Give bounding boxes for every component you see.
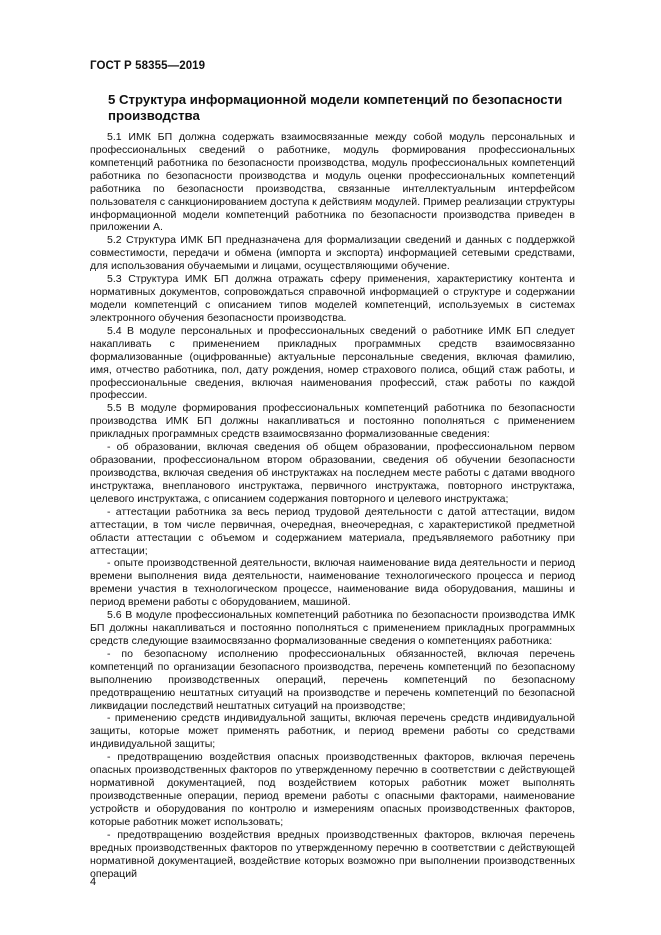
list-item-duties: - по безопасному исполнению профессиональных обязанностей, включая перечень компетенций по организации безопасного производства, перечень компетенций по безопасному выполнению производственных операций, перечень компетенций по безопасному предотвращению нештатных ситуаций на производстве и перечень компетенций по безопасной ликвидации последствий нештатных ситуаций на производстве;	[90, 647, 575, 712]
page-number: 4	[90, 876, 97, 888]
section-title: 5 Структура информационной модели компетенций по безопасности производства	[108, 92, 563, 123]
paragraph-5-5: 5.5 В модуле формирования профессиональных компетенций работника по безопасности производства ИМК БП должны накапливаться и постоянно пополняться с применением прикладных программных средств взаимосвязанно формализованные сведения:	[90, 402, 575, 441]
paragraph-5-3: 5.3 Структура ИМК БП должна отражать сферу применения, характеристику контента и нормативных документов, сопровождаться справочной информацией о структуре и содержании модели компетенций с описанием типов моделей компетенций, используемых в системах электронного обучения безопасности производства.	[90, 273, 575, 324]
list-item-attestation: - аттестации работника за весь период трудовой деятельности с датой аттестации, видом аттестации, в том числе первичная, очередная, внеочередная, с характеристикой предметной области аттестации с объемом и содержанием материала, предъявляемого работнику при аттестации;	[90, 505, 575, 557]
list-item-education: - об образовании, включая сведения об общем образовании, профессиональном первом образовании, профессиональном втором образовании, сведения об обучении безопасности производства, включая сведения об инструктажах на последнем месте работы с датами вводного инструктажа, внепланового инструктажа, первичного инструктажа, повторного инструктажа, целевого инструктажа, с описанием содержания повторного и целевого инструктажа;	[90, 441, 575, 505]
list-item-harmful-factors: - предотвращению воздействия вредных производственных факторов, включая перечень вредных производственных факторов по утвержденному перечню в соответствии с действующей нормативной документацией, воздействие которых возможно при выполнении производственных операций	[90, 828, 575, 880]
list-item-dangerous-factors: - предотвращению воздействия опасных производственных факторов, включая перечень опасных производственных факторов по утвержденному перечню в соответствии с действующей нормативной документацией, под воздействием которых работник может выполнять производственные операции, период времени работы с опасными факторами, наименование устройств и оборудования по контролю и измерениям опасных производственных факторов, которые работник может использовать;	[90, 751, 575, 828]
paragraph-5-1: 5.1 ИМК БП должна содержать взаимосвязанные между собой модуль персональных и профессиональных сведений о работнике, модуль формирования профессиональных компетенций работника по безопасности производства, модуль профессиональных компетенций работника по безопасности производства и модуль оценки профессиональных компетенций работника по безопасности производства, связанные интеллектуальным интерфейсом пользователя с санкционированием доступа к действиям модулей. Пример реализации структуры информационной модели компетенций работника по безопасности производства приведен в приложении А.	[90, 131, 575, 234]
standard-id-header: ГОСТ Р 58355—2019	[90, 60, 206, 72]
list-item-experience: - опыте производственной деятельности, включая наименование вида деятельности и период времени выполнения вида деятельности, наименование технологического процесса и период времени участия в технологическом процессе, наименование вида оборудования, машины и период времени работы с оборудованием, машиной.	[90, 557, 575, 609]
list-item-ppe: - применению средств индивидуальной защиты, включая перечень средств индивидуальной защиты, которые может применять работник, и период времени работы со средствами индивидуальной защиты;	[90, 712, 575, 751]
paragraph-5-2: 5.2 Структура ИМК БП предназначена для формализации сведений и данных с поддержкой совместимости, передачи и обмена (импорта и экспорта) информацией сетевыми средствами, для использования обучаемыми и лицами, осуществляющими обучение.	[90, 234, 575, 273]
paragraph-5-6: 5.6 В модуле профессиональных компетенций работника по безопасности производства ИМК БП должны накапливаться и постоянно пополняться с применением прикладных программных средств следующие взаимосвязанно формализованные сведения о компетенциях работника:	[90, 609, 575, 647]
paragraph-5-4: 5.4 В модуле персональных и профессиональных сведений о работнике ИМК БП следует накапливать с применением прикладных программных средств взаимосвязанно формализованные (оцифрованные) актуальные персональные сведения, включая фамилию, имя, отчество работника, пол, дату рождения, номер страхового полиса, общий стаж работы, и профессиональные сведения, включая наименования профессий, стаж работы по каждой профессии.	[90, 324, 575, 402]
body-text	[90, 131, 575, 880]
